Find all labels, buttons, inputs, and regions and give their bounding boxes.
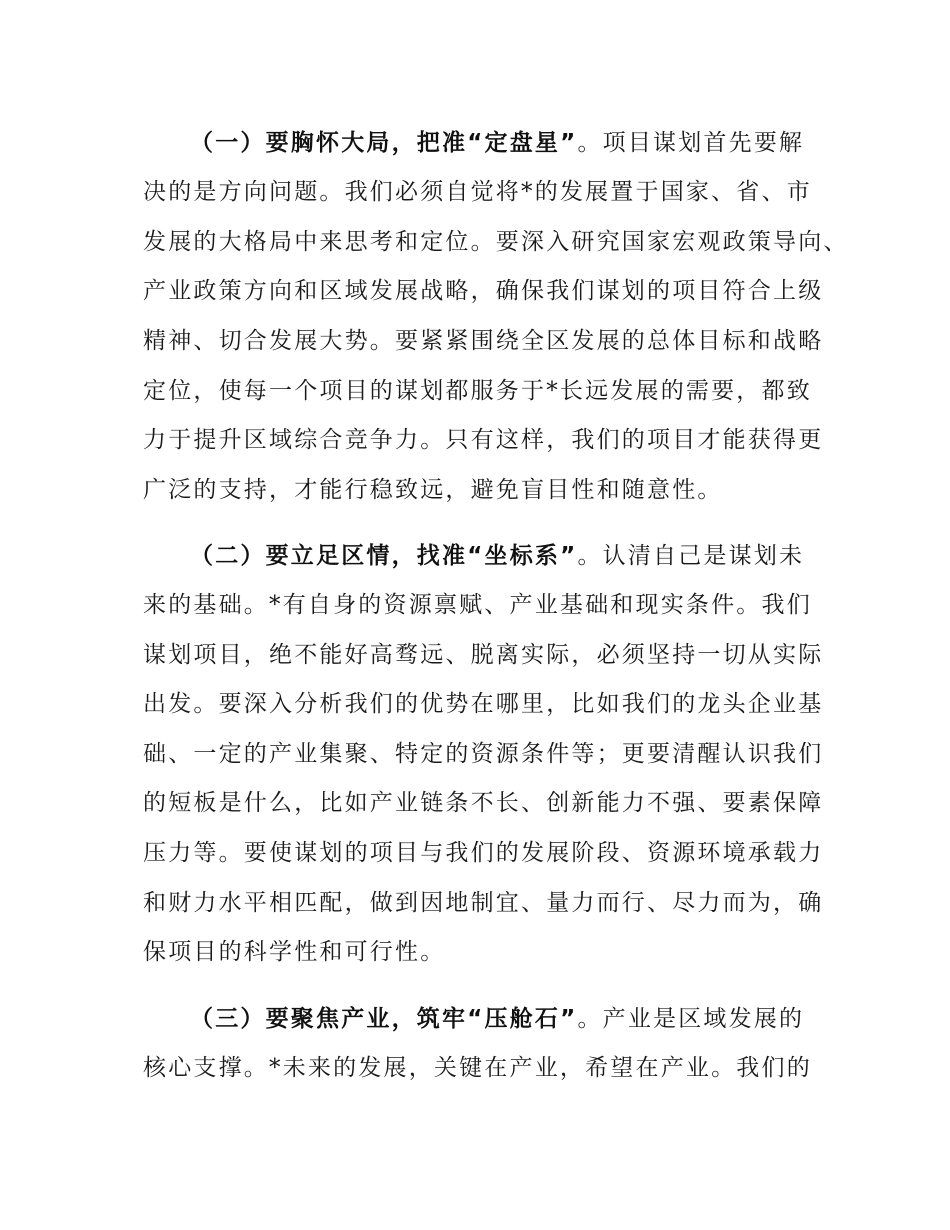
paragraph-2-line-8: 和财力水平相匹配，做到因地制宜、量力而行、尽力而为，确 bbox=[143, 890, 824, 916]
paragraph-2-line-3: 谋划项目，绝不能好高骛远、脱离实际，必须坚持一切从实际 bbox=[143, 642, 824, 668]
paragraph-3-text: 。产业是区域发展的 bbox=[577, 1006, 805, 1032]
paragraph-1-line-6: 定位，使每一个项目的谋划都服务于*长远发展的需要，都致 bbox=[143, 378, 812, 404]
paragraph-2-line-9: 保项目的科学性和可行性。 bbox=[143, 939, 446, 965]
paragraph-2-line-2: 来的基础。*有自身的资源禀赋、产业基础和现实条件。我们 bbox=[143, 592, 812, 618]
paragraph-3-line-2: 核心支撑。*未来的发展，关键在产业，希望在产业。我们的 bbox=[143, 1055, 812, 1081]
paragraph-1-line-2: 决的是方向问题。我们必须自觉将*的发展置于国家、省、市 bbox=[143, 179, 812, 205]
paragraph-3-heading: （三）要聚焦产业，筑牢“压舱石” bbox=[190, 1006, 578, 1032]
paragraph-2-line-6: 的短板是什么，比如产业链条不长、创新能力不强、要素保障 bbox=[143, 790, 824, 816]
paragraph-2-line-1 bbox=[190, 541, 804, 571]
paragraph-1-line-4: 产业政策方向和区域发展战略，确保我们谋划的项目符合上级 bbox=[143, 278, 824, 304]
paragraph-2-line-7: 压力等。要使谋划的项目与我们的发展阶段、资源环境承载力 bbox=[143, 840, 824, 866]
paragraph-3-line-1 bbox=[190, 1004, 804, 1034]
paragraph-1-line-7: 力于提升区域综合竞争力。只有这样，我们的项目才能获得更 bbox=[143, 427, 824, 453]
paragraph-1-line-5: 精神、切合发展大势。要紧紧围绕全区发展的总体目标和战略 bbox=[143, 328, 824, 354]
paragraph-2-heading: （二）要立足区情，找准“坐标系” bbox=[190, 543, 578, 569]
paragraph-1-line-1 bbox=[190, 128, 804, 158]
paragraph-1-text: 。项目谋划首先要解 bbox=[577, 130, 805, 156]
paragraph-1-line-3: 发展的大格局中来思考和定位。要深入研究国家宏观政策导向、 bbox=[143, 229, 849, 255]
paragraph-1-heading: （一）要胸怀大局，把准“定盘星” bbox=[190, 130, 578, 156]
paragraph-1-line-8: 广泛的支持，才能行稳致远，避免盲目性和随意性。 bbox=[143, 477, 723, 503]
paragraph-2-line-5: 础、一定的产业集聚、特定的资源条件等；更要清醒认识我们 bbox=[143, 741, 824, 767]
paragraph-2-text: 。认清自己是谋划未 bbox=[577, 543, 805, 569]
paragraph-2-line-4: 出发。要深入分析我们的优势在哪里，比如我们的龙头企业基 bbox=[143, 691, 824, 717]
